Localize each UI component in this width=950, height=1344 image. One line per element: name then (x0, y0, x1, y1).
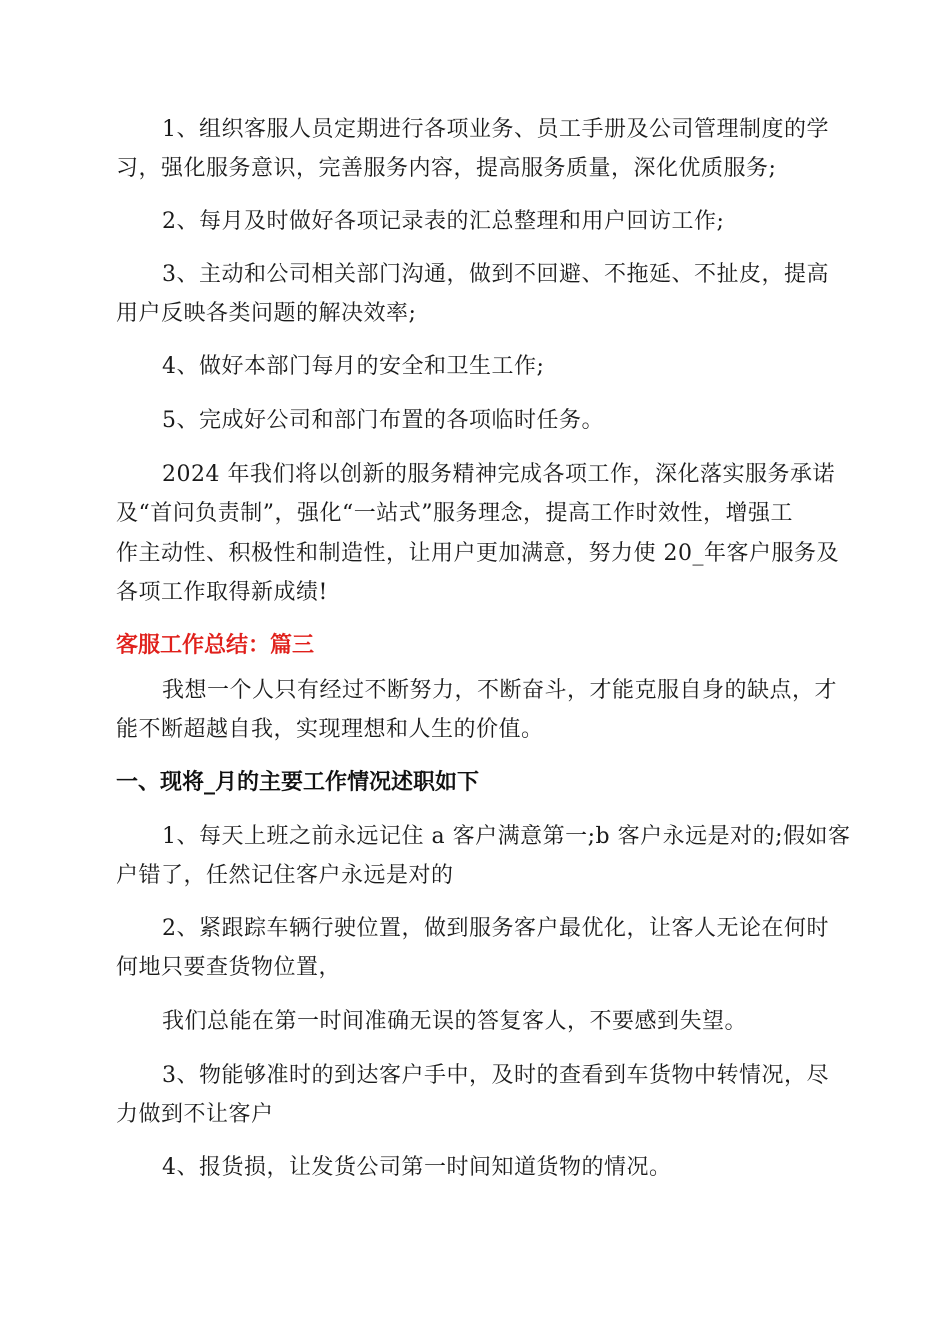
item-1-line-2: 习，强化服务意识，完善服务内容，提高服务质量，深化优质服务; (116, 156, 777, 181)
intro-line-2: 能不断超越自我，实现理想和人生的价值。 (116, 717, 544, 742)
intro-line-1: 我想一个人只有经过不断努力，不断奋斗，才能克服自身的缺点，才 (162, 678, 838, 703)
item-1-line-1: 1、组织客服人员定期进行各项业务、员工手册及公司管理制度的学 (162, 117, 829, 142)
summary-line-3: 作主动性、积极性和制造性，让用户更加满意，努力使 20_年客户服务及 (116, 541, 839, 566)
summary-line-2: 及“首问负责制”，强化“一站式”服务理念，提高工作时效性，增强工 (116, 501, 793, 526)
point-3-line-2: 力做到不让客户 (116, 1102, 274, 1127)
summary-line-4: 各项工作取得新成绩! (116, 580, 328, 605)
point-1-line-1: 1、每天上班之前永远记住 a 客户满意第一;b 客户永远是对的;假如客 (162, 824, 851, 849)
summary-line-1: 2024 年我们将以创新的服务精神完成各项工作，深化落实服务承诺 (162, 462, 835, 487)
item-5-line-1: 5、完成好公司和部门布置的各项临时任务。 (162, 408, 604, 433)
point-1-line-2: 户错了，任然记住客户永远是对的 (116, 863, 454, 888)
point-3-line-1: 3、物能够准时的到达客户手中，及时的查看到车货物中转情况，尽 (162, 1063, 829, 1088)
point-2-continuation: 我们总能在第一时间准确无误的答复客人，不要感到失望。 (162, 1009, 748, 1034)
point-4-line-1: 4、报货损，让发货公司第一时间知道货物的情况。 (162, 1155, 672, 1180)
point-2-line-1: 2、紧跟踪车辆行驶位置，做到服务客户最优化，让客人无论在何时 (162, 916, 829, 941)
section-title: 客服工作总结：篇三 (116, 633, 315, 658)
item-4-line-1: 4、做好本部门每月的安全和卫生工作; (162, 354, 545, 379)
item-3-line-2: 用户反映各类问题的解决效率; (116, 301, 417, 326)
subheading: 一、现将_月的主要工作情况述职如下 (116, 770, 480, 795)
point-2-line-2: 何地只要查货物位置， (116, 955, 342, 980)
item-2-line-1: 2、每月及时做好各项记录表的汇总整理和用户回访工作; (162, 209, 725, 234)
item-3-line-1: 3、主动和公司相关部门沟通，做到不回避、不拖延、不扯皮，提高 (162, 262, 829, 287)
